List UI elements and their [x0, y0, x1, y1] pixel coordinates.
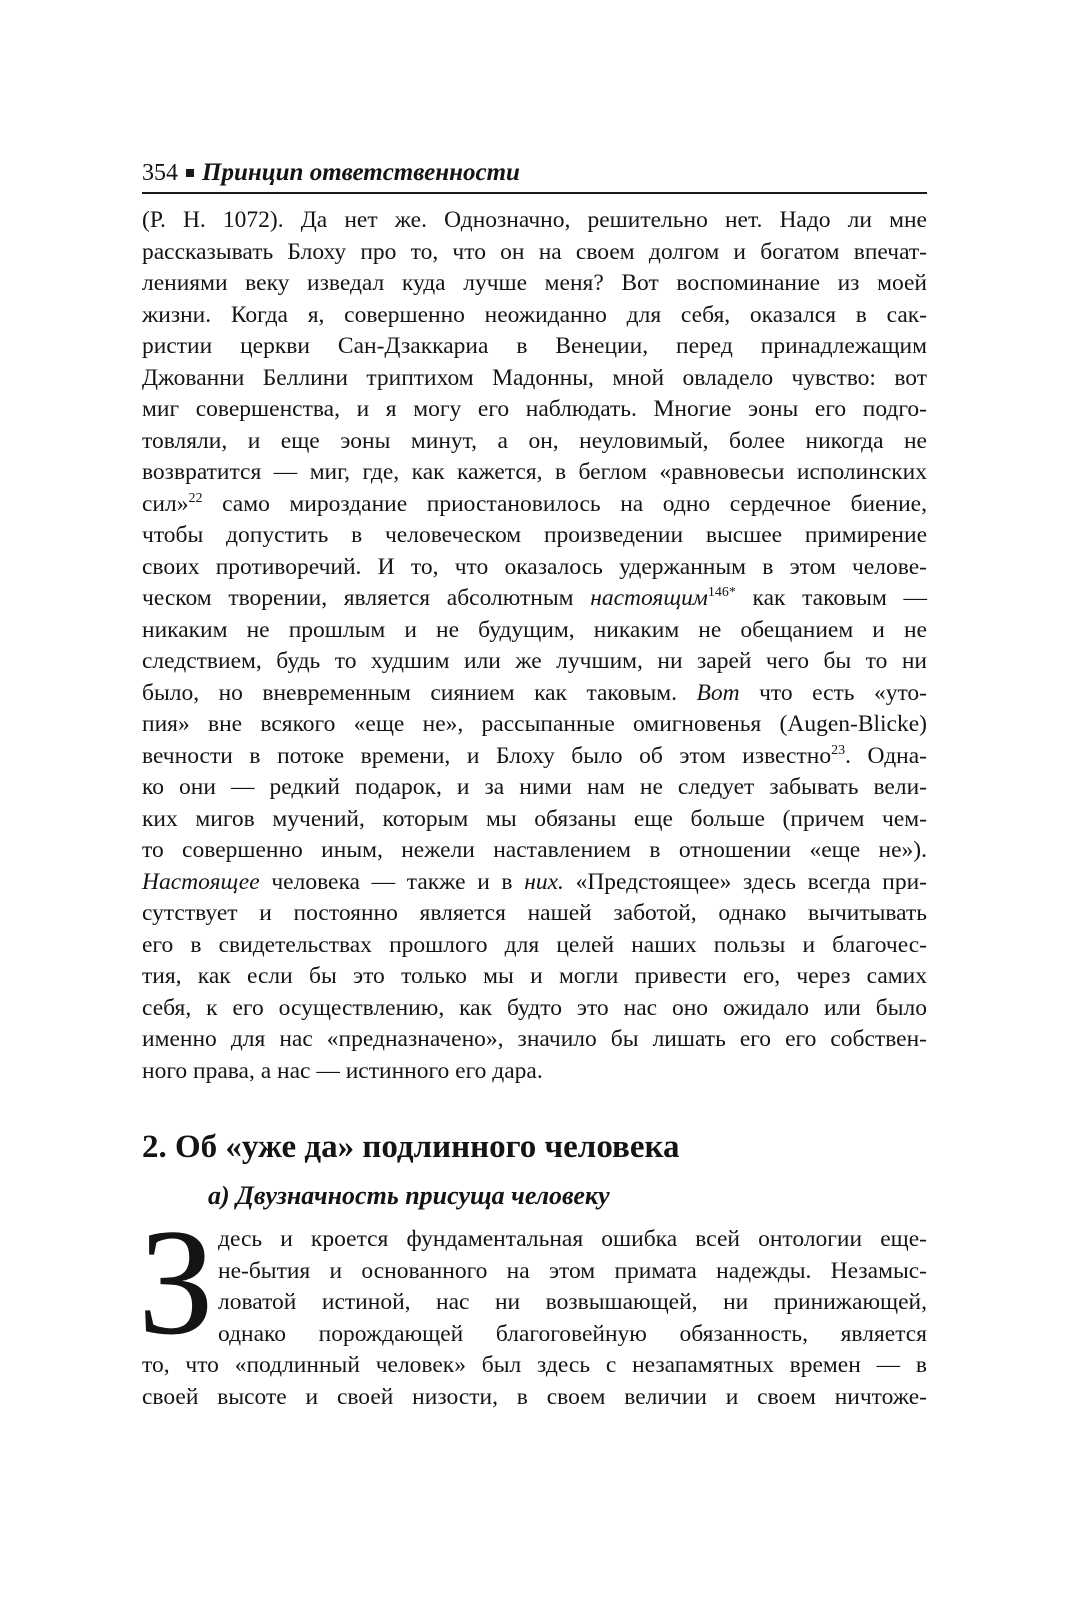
text-line: Джованни Беллини триптихом Мадонны, мной овладело чувство: вот: [142, 364, 927, 391]
emphasis: них.: [524, 868, 564, 895]
text-fragment: «Предстоящее» здесь всегда при-: [563, 868, 927, 895]
page-number: 354: [142, 160, 178, 186]
text-line: жизни. Когда я, совершенно неожиданно для себя, оказался в сак-: [142, 301, 927, 328]
text-fragment: было, но вневременным сиянием как таковым.: [142, 679, 697, 706]
footnote-ref-23: 23: [831, 742, 846, 758]
text-line: тия, как если бы это только мы и могли привести его, через самих: [142, 963, 927, 989]
text-fragment: вечности в потоке времени, и Блоху было об этом известно: [142, 742, 832, 769]
paragraph-1: [142, 205, 927, 1087]
text-line: [142, 867, 927, 899]
footnote-ref-22: 22: [188, 490, 203, 506]
text-line: чтобы допустить в человеческом произведении высшее примирение: [142, 522, 927, 548]
text-line: товляли, и еще эоны минут, а он, неуловимый, более никогда не: [142, 427, 927, 454]
text-fragment: само мироздание приостановилось на одно сердечное биение,: [202, 490, 927, 517]
text-line: его в свидетельствах прошлого для целей наших пользы и благочес-: [142, 931, 927, 958]
bullet-square-icon: [186, 169, 194, 177]
text-line: [142, 489, 927, 521]
text-fragment: человека — также и в: [259, 868, 525, 895]
text-line: [142, 741, 927, 773]
text-line: миг совершенства, и я могу его наблюдать. Многие эоны его подго-: [142, 396, 927, 422]
paragraph-2: [142, 1224, 927, 1413]
text-line: именно для нас «предназначено», значило бы лишать его его собствен-: [142, 1026, 927, 1052]
running-title: Принцип ответственности: [202, 159, 520, 186]
text-line: никаким не прошлым и не будущим, никаким не обещанием и не: [142, 616, 927, 643]
emphasis: настоящим: [590, 585, 708, 611]
text-line: рассказывать Блоху про то, что он на своем долгом и богатом впечат-: [142, 238, 927, 265]
text-line: не-бытия и основанного на этом примата надежды. Незамыс-: [218, 1257, 927, 1284]
text-line: ловатой истиной, нас ни возвышающей, ни принижающей,: [218, 1289, 927, 1315]
text-line: следствием, будь то худшим или же лучшим, ни зарей чего бы то ни: [142, 648, 927, 674]
endnote-ref-146: 146*: [707, 585, 736, 600]
text-line: то совершенно иным, нежели наставлением в отношении «еще не»).: [142, 837, 927, 863]
text-line: однако порождающей благоговейную обязанность, является: [218, 1320, 927, 1347]
drop-cap: З: [138, 1198, 215, 1366]
text-line: ко они — редкий подарок, и за ними нам не следует забывать вели-: [142, 774, 927, 800]
text-fragment: ческом творении, является абсолютным: [142, 585, 591, 611]
text-line: своих противоречий. И то, что оказалось удержанным в этом челове-: [142, 553, 927, 580]
emphasis: Настоящее: [142, 868, 260, 895]
emphasis: Вот: [696, 679, 740, 706]
text-fragment: . Одна-: [845, 742, 928, 769]
text-line: [142, 678, 927, 710]
text-line: десь и кроется фундаментальная ошибка всей онтологии еще-: [218, 1226, 927, 1252]
subsection-heading: а) Двузначность присуща человеку: [208, 1181, 610, 1210]
text-line: [142, 583, 927, 615]
text-line: ких мигов мучений, которым мы обязаны еще больше (причем чем-: [142, 805, 927, 832]
text-line: ного права, а нас — истинного его дара.: [142, 1057, 543, 1084]
text-fragment: сил»: [142, 490, 189, 517]
text-line: ристии церкви Сан-Дзаккариа в Венеции, перед принадлежащим: [142, 333, 927, 359]
section-heading: 2. Об «уже да» подлинного человека: [142, 1129, 680, 1165]
text-line: возвратится — миг, где, как кажется, в беглом «равновесьи исполинских: [142, 459, 927, 485]
text-line: (Р. Н. 1072). Да нет же. Однозначно, решительно нет. Надо ли мне: [142, 207, 927, 233]
text-line: пия» вне всякого «еще не», рассыпанные омигновенья (Augen-Blicke): [142, 711, 927, 737]
text-line: лениями веку изведал куда лучше меня? Вот воспоминание из моей: [142, 270, 927, 296]
text-line: то, что «подлинный человек» был здесь с незапамятных времен — в: [142, 1352, 927, 1378]
text-line: своей высоте и своей низости, в своем величии и своем ничтоже-: [142, 1383, 927, 1410]
text-fragment: как таковым —: [735, 585, 927, 611]
running-header: [142, 158, 927, 194]
text-line: сутствует и постоянно является нашей заботой, однако вычитывать: [142, 900, 927, 926]
text-line: себя, к его осуществлению, как будто это нас оно ожидало или было: [142, 994, 927, 1021]
text-fragment: что есть «уто-: [739, 679, 928, 706]
